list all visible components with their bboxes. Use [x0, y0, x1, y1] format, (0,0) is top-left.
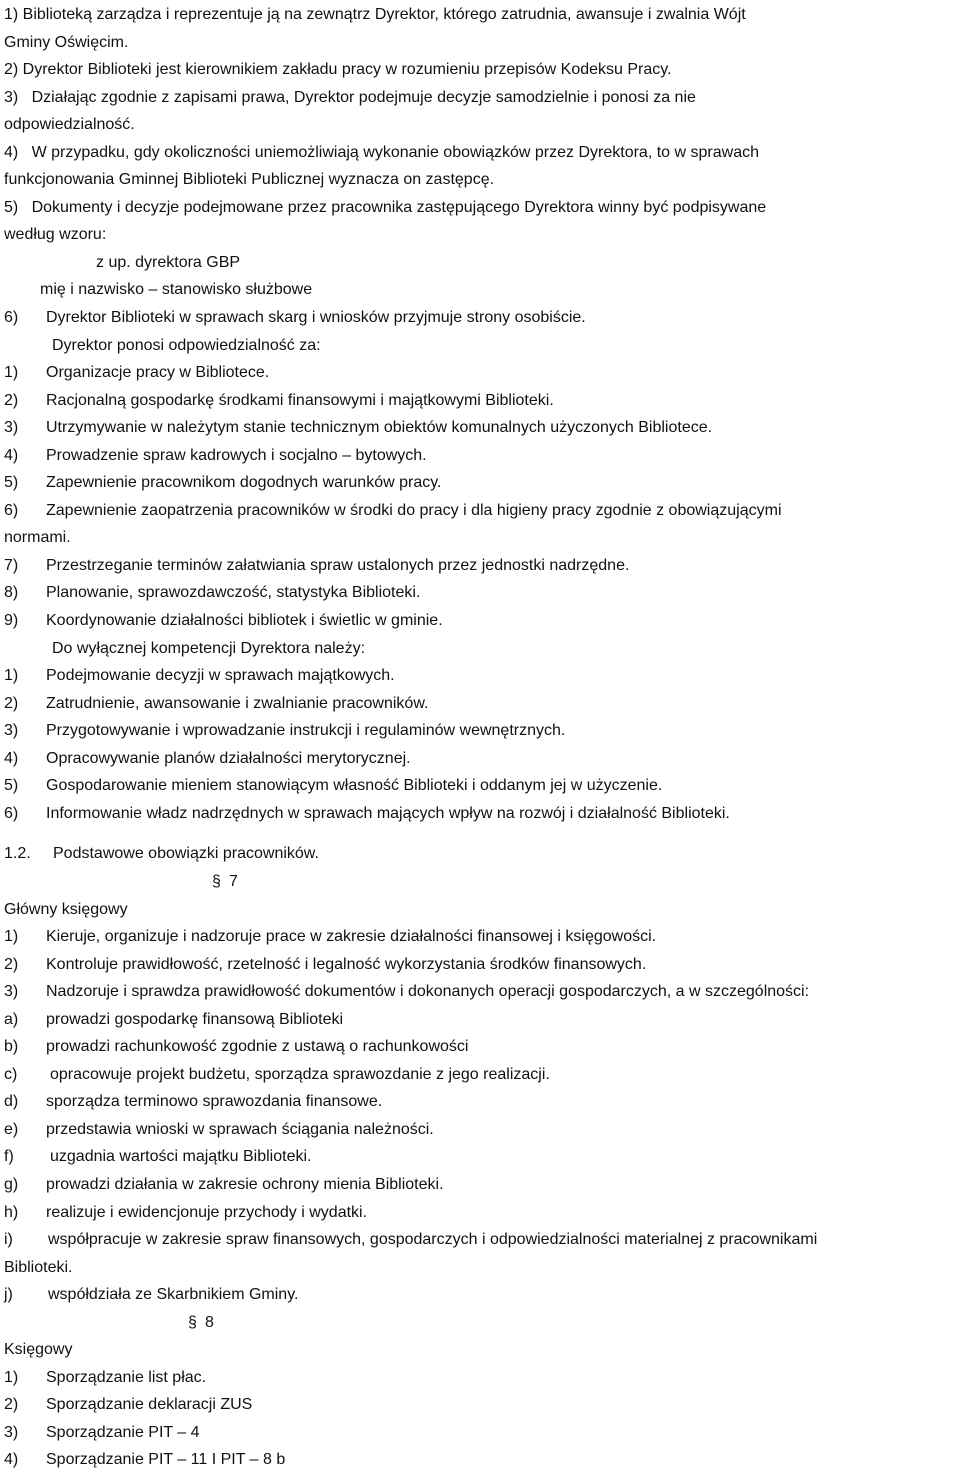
- signature-template-line: z up. dyrektora GBP: [96, 253, 241, 271]
- list-item: h) realizuje i ewidencjonuje przychody i wydatki.: [4, 1203, 368, 1221]
- text-line: funkcjonowania Gminnej Biblioteki Publicznej wyznacza on zastępcę.: [4, 171, 495, 189]
- list-item: 1) Kieruje, organizuje i nadzoruje prace w zakresie działalności finansowej i księgowości.: [4, 928, 657, 946]
- list-item: 7) Przestrzeganie terminów załatwiania spraw ustalonych przez jednostki nadrzędne.: [4, 556, 630, 574]
- list-item: f) uzgadnia wartości majątku Biblioteki.: [4, 1148, 312, 1166]
- list-item: g) prowadzi działania w zakresie ochrony mienia Biblioteki.: [4, 1175, 444, 1193]
- section-heading: 1.2. Podstawowe obowiązki pracowników.: [4, 845, 319, 863]
- list-item: 3) Nadzoruje i sprawdza prawidłowość dokumentów i dokonanych operacji gospodarczych, a w szczególności:: [4, 983, 810, 1001]
- role-heading: Główny księgowy: [4, 900, 128, 918]
- list-item: c) opracowuje projekt budżetu, sporządza sprawozdanie z jego realizacji.: [4, 1065, 550, 1083]
- text-line: Biblioteki.: [4, 1258, 73, 1276]
- list-item: 2) Sporządzanie deklaracji ZUS: [4, 1396, 253, 1414]
- list-item: 4) Opracowywanie planów działalności merytorycznej.: [4, 749, 411, 767]
- role-heading: Księgowy: [4, 1341, 73, 1359]
- list-item: 9) Koordynowanie działalności bibliotek i świetlic w gminie.: [4, 612, 443, 630]
- list-item: 6) Dyrektor Biblioteki w sprawach skarg i wniosków przyjmuje strony osobiście.: [4, 309, 586, 327]
- text-line: 2) Dyrektor Biblioteki jest kierownikiem zakładu pracy w rozumieniu przepisów Kodeksu Pracy.: [4, 61, 672, 79]
- text-line: według wzoru:: [4, 226, 107, 244]
- text-line: odpowiedzialność.: [4, 116, 135, 134]
- text-line: 5) Dokumenty i decyzje podejmowane przez pracownika zastępującego Dyrektora winny być podpisywane: [4, 198, 767, 216]
- text-line: Gminy Oświęcim.: [4, 33, 129, 51]
- subheading: Dyrektor ponosi odpowiedzialność za:: [52, 336, 321, 354]
- list-item: e) przedstawia wnioski w sprawach ściągania należności.: [4, 1120, 434, 1138]
- list-item: 3) Utrzymywanie w należytym stanie technicznym obiektów komunalnych użyczonych Bibliotece.: [4, 419, 713, 437]
- list-item: 1) Organizacje pracy w Bibliotece.: [4, 364, 270, 382]
- list-item: 4) Prowadzenie spraw kadrowych i socjalno – bytowych.: [4, 446, 427, 464]
- list-item: j) współdziała ze Skarbnikiem Gminy.: [4, 1286, 299, 1304]
- list-item: d) sporządza terminowo sprawozdania finansowe.: [4, 1093, 383, 1111]
- subheading: Do wyłącznej kompetencji Dyrektora należy:: [52, 639, 366, 657]
- text-line: 1) Biblioteką zarządza i reprezentuje ją na zewnątrz Dyrektor, którego zatrudnia, awansuje i zwalnia Wójt: [4, 6, 746, 23]
- list-item: a) prowadzi gospodarkę finansową Biblioteki: [4, 1010, 344, 1028]
- text-line: 3) Działając zgodnie z zapisami prawa, Dyrektor podejmuje decyzje samodzielnie i ponosi za nie: [4, 88, 696, 106]
- paragraph-mark: § 7: [212, 872, 238, 890]
- paragraph-mark: § 8: [188, 1313, 214, 1331]
- text-line: normami.: [4, 529, 71, 547]
- list-item: 6) Informowanie władz nadrzędnych w sprawach mających wpływ na rozwój i działalność Biblioteki.: [4, 804, 730, 822]
- list-item: b) prowadzi rachunkowość zgodnie z ustawą o rachunkowości: [4, 1038, 469, 1056]
- list-item: 5) Zapewnienie pracownikom dogodnych warunków pracy.: [4, 474, 442, 492]
- list-item: 2) Racjonalną gospodarkę środkami finansowymi i majątkowymi Biblioteki.: [4, 391, 554, 409]
- list-item: 1) Podejmowanie decyzji w sprawach majątkowych.: [4, 667, 395, 685]
- list-item: 2) Kontroluje prawidłowość, rzetelność i legalność wykorzystania środków finansowych.: [4, 955, 647, 973]
- list-item: 1) Sporządzanie list płac.: [4, 1368, 207, 1386]
- list-item: 8) Planowanie, sprawozdawczość, statystyka Biblioteki.: [4, 584, 421, 602]
- list-item: 5) Gospodarowanie mieniem stanowiącym własność Biblioteki i oddanym jej w użyczenie.: [4, 777, 663, 795]
- list-item: 6) Zapewnienie zaopatrzenia pracowników w środki do pracy i dla higieny pracy zgodnie z obowiązującymi: [4, 501, 782, 519]
- text-line: 4) W przypadku, gdy okoliczności uniemożliwiają wykonanie obowiązków przez Dyrektora, to w sprawach: [4, 143, 759, 161]
- list-item: 3) Sporządzanie PIT – 4: [4, 1423, 200, 1441]
- signature-template-line: mię i nazwisko – stanowisko służbowe: [40, 281, 313, 299]
- list-item: 3) Przygotowywanie i wprowadzanie instrukcji i regulaminów wewnętrznych.: [4, 722, 566, 740]
- list-item: 4) Sporządzanie PIT – 11 I PIT – 8 b: [4, 1451, 286, 1469]
- list-item: 2) Zatrudnienie, awansowanie i zwalnianie pracowników.: [4, 694, 429, 712]
- list-item: i) współpracuje w zakresie spraw finansowych, gospodarczych i odpowiedzialności materialnej z pracownikami: [4, 1231, 818, 1249]
